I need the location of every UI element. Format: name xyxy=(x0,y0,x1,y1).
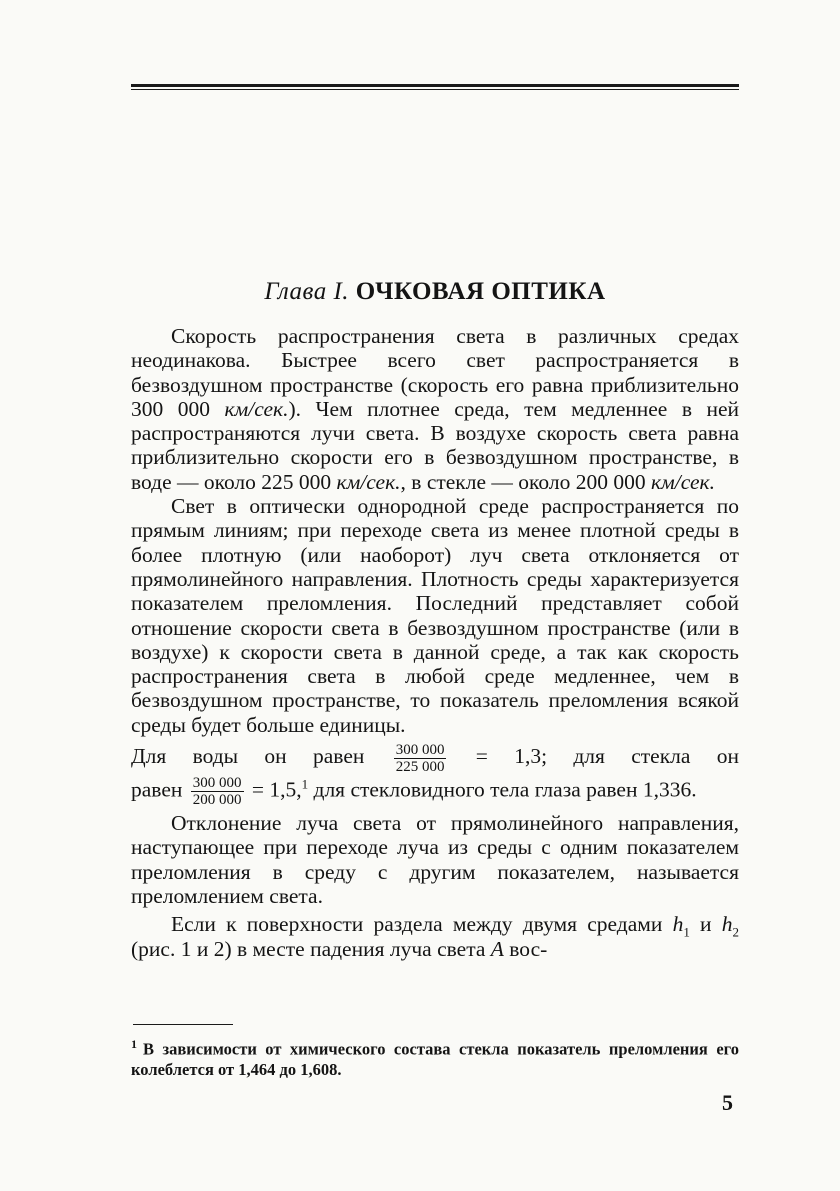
footnote-mark: 1 xyxy=(131,1037,137,1051)
header-rule xyxy=(131,84,739,90)
fraction-water: $\frac{300 000}{225 000}$ xyxy=(395,741,445,775)
footnote-rule xyxy=(133,1024,233,1025)
chapter-label: Глава I. xyxy=(264,278,350,305)
formula-water: Для воды он равен $\frac{300 000}{225 000}$ = 1,3; для стекла он xyxy=(131,741,739,775)
paragraph-interface: Если к поверхности раздела между двумя средами $h_1$ и $h_2$ (рис. 1 и 2) в месте падения луча света A вос- xyxy=(131,912,739,961)
footnote-reference: 1 xyxy=(301,776,309,792)
paragraph-refraction-definition: Отклонение луча света от прямолинейного направления, наступающее при переходе луча из среды с одним показателем преломления в среду с другим показателем, называется преломлением света. xyxy=(131,811,739,908)
page-number: 5 xyxy=(722,1090,733,1115)
formula-glass: равен $\frac{300 000}{200 000}$ = 1,5,$^1$ для стекловидного тела глаза равен 1,336. xyxy=(131,775,697,809)
fraction-glass: $\frac{300 000}{200 000}$ xyxy=(192,775,242,809)
paragraph-refraction-index: Свет в оптически однородной среде распространяется по прямым линиям; при переходе света из менее плотной среды в более плотную (или наоборот) луч света отклоняется от прямолинейного направления. Плотность среды характеризуется показателем преломления. Последний представляет собой отношение скорости света в безвоздушном пространстве (или в воздухе) к скорости света в данной среде, а так как скорость распространения света в любой среде медленнее, чем в безвоздушном пространстве, то показатель преломления всякой среды будет больше единицы. xyxy=(131,494,739,737)
chapter-title: ОЧКОВАЯ ОПТИКА xyxy=(355,278,606,305)
footnote-text: В зависимости от химического состава стекла показатель преломления его колеблется от 1,464 до 1,608. xyxy=(131,1039,739,1079)
body-text xyxy=(131,324,739,961)
paragraph-speed-of-light: Скорость распространения света в различных средах неодинакова. Быстрее всего свет распространяется в безвоздушном пространстве (скорость его равна приблизительно 300 000 км/сек.). Чем плотнее среда, тем медленнее в ней распространяются лучи света. В воздухе скорость света равна приблизительно скорости его в безвоздушном пространстве, в воде — около 225 000 км/сек., в стекле — около 200 000 км/сек. xyxy=(131,324,739,494)
chapter-heading xyxy=(131,278,739,306)
footnote xyxy=(131,1034,739,1080)
